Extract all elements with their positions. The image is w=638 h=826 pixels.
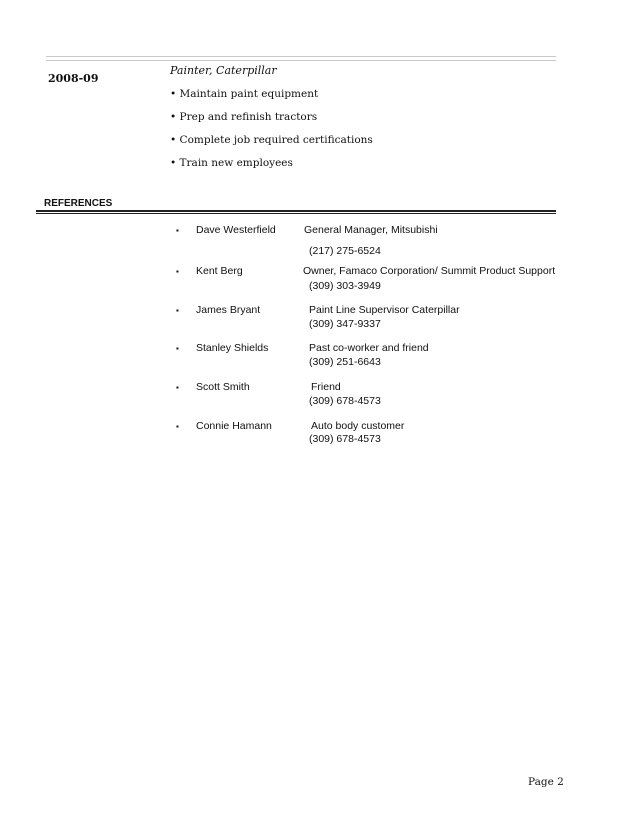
- reference-phone: (309) 678-4573: [309, 433, 381, 445]
- reference-description: Auto body customer: [311, 420, 405, 432]
- reference-description: Past co-worker and friend: [309, 342, 429, 354]
- reference-phone: (309) 347-9337: [309, 318, 381, 330]
- reference-name: Scott Smith: [196, 381, 250, 393]
- reference-phone: (217) 275-6524: [309, 245, 381, 257]
- section-divider: [46, 56, 556, 61]
- bullet-icon: ▪: [176, 383, 179, 392]
- reference-name: Dave Westerfield: [196, 224, 276, 236]
- reference-name: Stanley Shields: [196, 342, 269, 354]
- reference-phone: (309) 678-4573: [309, 395, 381, 407]
- references-heading: REFERENCES: [44, 198, 113, 209]
- reference-name: James Bryant: [196, 304, 261, 316]
- bullet-icon: ▪: [176, 306, 179, 315]
- bullet-icon: ▪: [176, 267, 179, 276]
- reference-phone: (309) 303-3949: [309, 280, 381, 292]
- job-title: Painter, Caterpillar: [170, 64, 277, 77]
- job-duty: • Train new employees: [170, 157, 293, 169]
- page-number: Page 2: [528, 776, 564, 788]
- bullet-icon: ▪: [176, 344, 179, 353]
- bullet-icon: ▪: [176, 226, 179, 235]
- reference-description: General Manager, Mitsubishi: [304, 224, 438, 236]
- reference-name: Kent Berg: [196, 265, 243, 277]
- reference-phone: (309) 251-6643: [309, 356, 381, 368]
- job-duty: • Prep and refinish tractors: [170, 111, 318, 123]
- reference-description: Paint Line Supervisor Caterpillar: [309, 304, 460, 316]
- job-duty: • Maintain paint equipment: [170, 88, 319, 100]
- reference-description: Owner, Famaco Corporation/ Summit Product Support: [303, 265, 556, 277]
- bullet-icon: ▪: [176, 422, 179, 431]
- references-divider: [36, 210, 556, 214]
- reference-name: Connie Hamann: [196, 420, 272, 432]
- job-duty: • Complete job required certifications: [170, 134, 373, 146]
- job-date: 2008-09: [48, 72, 99, 85]
- reference-description: Friend: [311, 381, 341, 393]
